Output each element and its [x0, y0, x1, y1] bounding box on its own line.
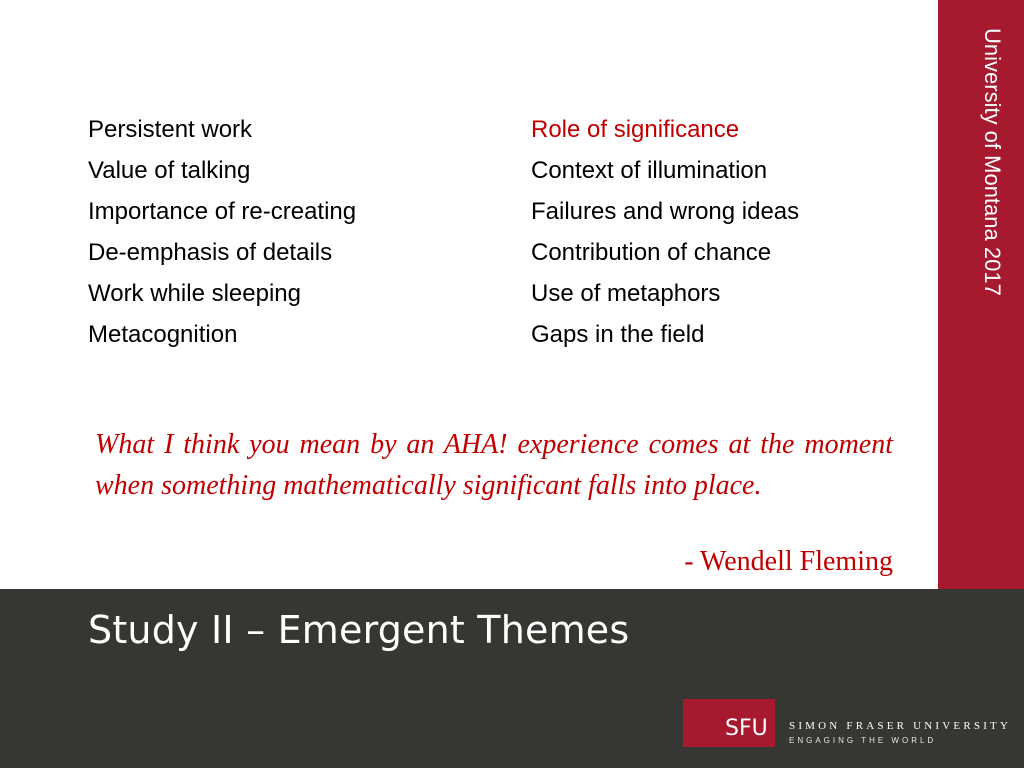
theme-item-highlighted: Role of significance: [531, 116, 740, 143]
theme-item: Importance of re-creating: [88, 198, 357, 225]
university-tagline: ENGAGING THE WORLD: [789, 736, 937, 745]
quote-attribution: - Wendell Fleming: [684, 546, 893, 577]
university-name: SIMON FRASER UNIVERSITY: [789, 720, 1012, 732]
quote-text: What I think you mean by an AHA! experience comes at the moment when something mathematically significant falls into place.: [95, 429, 893, 501]
theme-item: Gaps in the field: [531, 321, 705, 348]
theme-item: Use of metaphors: [531, 280, 721, 307]
theme-item: Metacognition: [88, 321, 238, 348]
theme-item: Context of illumination: [531, 157, 768, 184]
theme-item: De-emphasis of details: [88, 239, 333, 266]
sidebar-label: University of Montana 2017: [980, 28, 1005, 296]
theme-item: Contribution of chance: [531, 239, 772, 266]
sfu-logo-text: SFU: [725, 716, 768, 741]
slide-title: Study II – Emergent Themes: [88, 608, 630, 652]
theme-item: Work while sleeping: [88, 280, 301, 307]
theme-item: Value of talking: [88, 157, 251, 184]
themes-left-column: [88, 109, 356, 355]
theme-item: Failures and wrong ideas: [531, 198, 800, 225]
theme-item: Persistent work: [88, 116, 253, 143]
themes-right-column: [531, 109, 799, 355]
